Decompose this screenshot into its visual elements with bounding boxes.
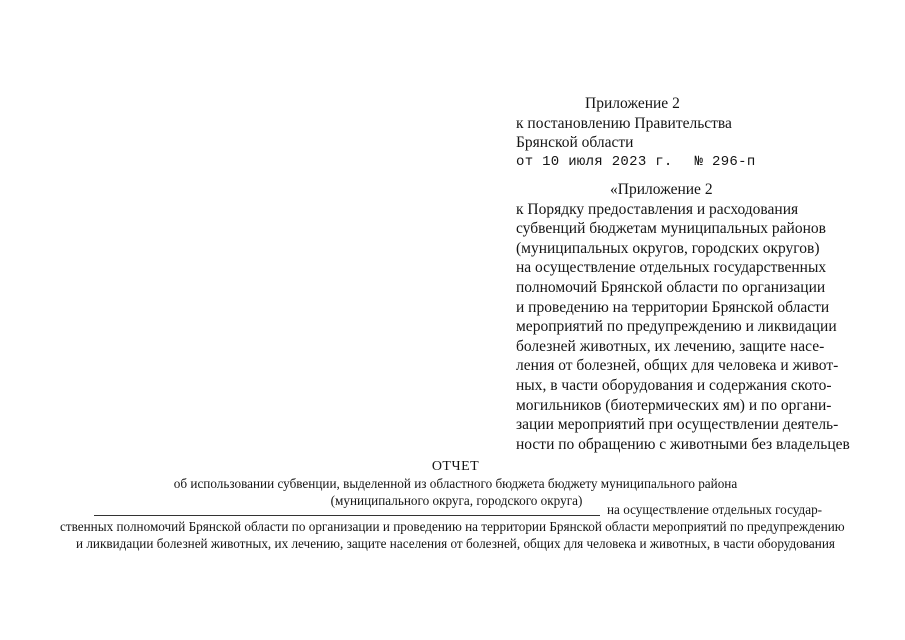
procedure-appendix-line: зации мероприятий при осуществлении деятель- (516, 416, 839, 434)
procedure-appendix-line: ных, в части оборудования и содержания ското- (516, 376, 832, 394)
procedure-appendix-line: ления от болезней, общих для человека и живот- (516, 357, 839, 375)
procedure-appendix-line: на осуществление отдельных государственных (516, 259, 827, 277)
procedure-appendix-line: и проведению на территории Брянской области (516, 298, 830, 316)
report-text-after-blank: на осуществление отдельных государ- (607, 502, 823, 517)
report-title: ОТЧЕТ (431, 459, 480, 474)
report-subtitle: об использовании субвенции, выделенной из областного бюджета бюджету муниципального района (173, 476, 738, 492)
procedure-appendix-line: мероприятий по предупреждению и ликвидации (516, 318, 837, 336)
procedure-appendix-line: к Порядку предоставления и расходования (516, 200, 799, 218)
procedure-appendix-header (516, 180, 850, 454)
order-appendix-reference: к постановлению Правительства (516, 114, 732, 132)
order-appendix-title: Приложение 2 (585, 95, 680, 112)
procedure-appendix-line: полномочий Брянской области по организации (516, 278, 826, 296)
report-body-line: и ликвидации болезней животных, их лечению, защите населения от болезней, общих для человека и животных, в части оборудования (76, 536, 835, 551)
procedure-appendix-line: субвенций бюджетам муниципальных районов (516, 220, 826, 238)
procedure-appendix-line: болезней животных, их лечению, защите насе- (516, 337, 825, 355)
order-number: 296-п (712, 153, 756, 170)
order-date: от 10 июля 2023 г. (516, 153, 673, 170)
report-section (0, 458, 905, 551)
procedure-appendix-line: ности по обращению с животными без владельцев (516, 435, 850, 453)
procedure-appendix-line: могильников (биотермических ям) и по органи- (516, 396, 832, 414)
procedure-appendix-line: (муниципальных округов, городских округов) (516, 239, 820, 257)
order-appendix-region: Брянской области (516, 134, 634, 152)
report-subtitle-parenthetical: (муниципального округа, городского округа) (330, 493, 583, 509)
order-date-number-line (516, 153, 756, 173)
order-number-sign: № (694, 153, 704, 170)
report-body-line: ственных полномочий Брянской области по организации и проведению на территории Брянской области мероприятий по предупреждению (60, 519, 845, 534)
order-appendix-header (516, 94, 756, 172)
procedure-appendix-line: «Приложение 2 (610, 181, 713, 198)
municipality-blank-field (94, 515, 600, 516)
